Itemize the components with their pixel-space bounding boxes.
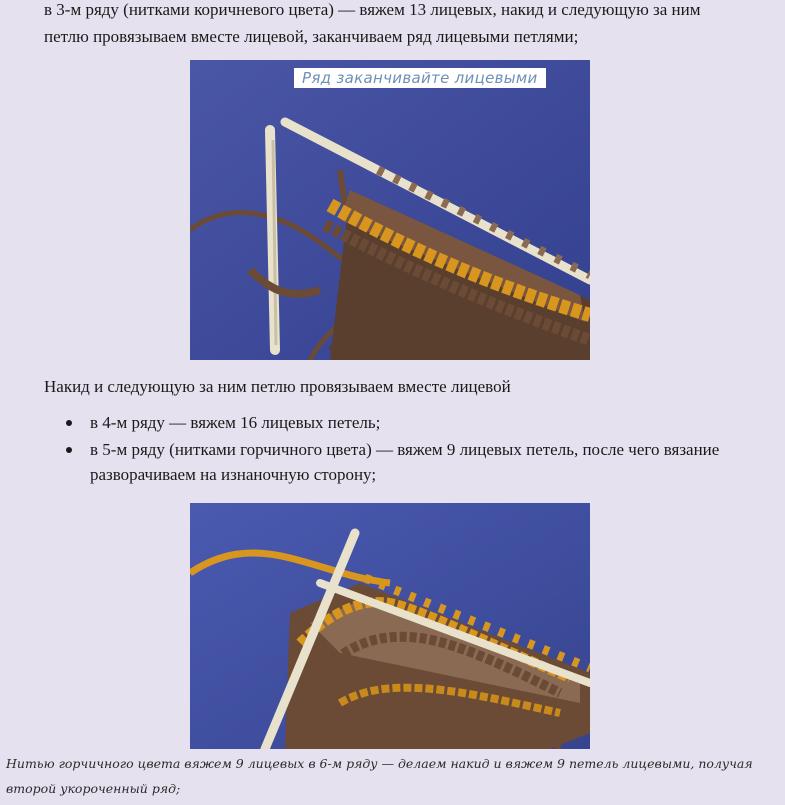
knitting-photo-row-3 — [190, 60, 590, 360]
list-item — [90, 437, 780, 487]
bullet-icon — [66, 447, 72, 453]
photo-caption-text: Накид и следующую за ним петлю провязываем вместе лицевой — [44, 377, 511, 396]
handwritten-caption: Нитью горчичного цвета вяжем 9 лицевых в 6-м ряду — делаем накид и вяжем 9 петель лицевыми, получая второй укороченный ряд; — [6, 756, 753, 796]
list-item-text: в 4-м ряду — вяжем 16 лицевых петель; — [90, 413, 381, 432]
list-item-text: в 5-м ряду (нитками горчичного цвета) — вяжем 9 лицевых петель, после чего вязание разворачиваем на изнаночную сторону; — [90, 440, 720, 484]
knitting-photo-row-5 — [190, 503, 590, 749]
knitting-photo-image — [190, 60, 590, 360]
knitting-photo-image — [190, 503, 590, 749]
bullet-icon — [66, 420, 72, 426]
photo-overlay-caption: Ряд заканчивайте лицевыми — [294, 68, 546, 88]
list-item — [90, 410, 780, 435]
instruction-row-3: в 3-м ряду (нитками коричневого цвета) — вяжем 13 лицевых, накид и следующую за ним петлю провязываем вместе лицевой, заканчиваем ряд лицевыми петлями; — [44, 0, 701, 46]
steps-list — [44, 410, 780, 489]
